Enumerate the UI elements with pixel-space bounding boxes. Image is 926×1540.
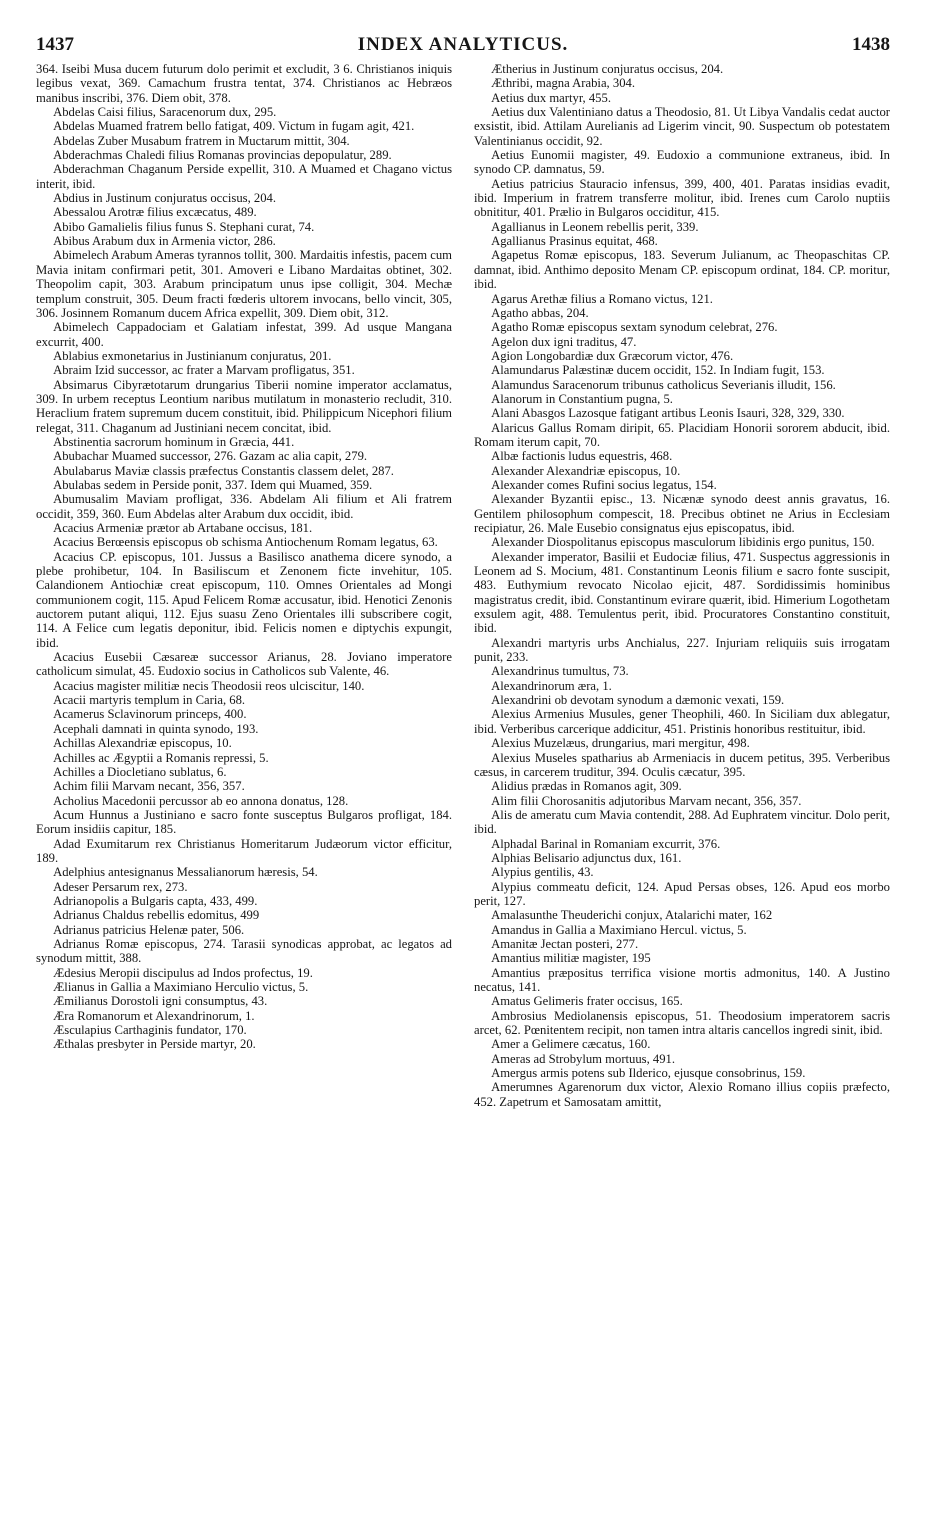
index-entry: Alexandrini ob devotam synodum a dæmonic vexati, 159.: [491, 693, 785, 708]
index-entry: Agallianus Prasinus equitat, 468.: [491, 234, 658, 249]
index-entry: Alexius Muzelæus, drungarius, mari mergitur, 498.: [491, 736, 750, 751]
index-entry: Abderachmas Chaledi filius Romanas provincias depopulatur, 289.: [53, 148, 392, 163]
index-entry: Alexius Museles spatharius ab Armeniacis in ducem petitus, 395. Verberibus cæsus, in carcerem truditur, 394. Oculis cæcatur, 395.: [474, 750, 890, 779]
index-entry: Abstinentia sacrorum hominum in Græcia, 441.: [53, 434, 295, 449]
index-entry: Abimelech Arabum Ameras tyrannos tollit, 300. Mardaitis infestis, pacem cum Mavia initam confirmari petit, 301. Amoveri e Libano Mardaitas obtinet, 302. Theopolim capit, 303. Arabum principatum unus ipse colligit, 304. Mechæ templum construit, 305. Deum fracti fœderis ultorem invocans, bello vincit, 305, 306. Josinnem Romanum ducem Africa expellit, 309. Diem obit, 312.: [36, 248, 452, 320]
index-entry: Agelon dux igni traditus, 47.: [491, 334, 637, 349]
index-entry: Abdelas Muamed fratrem bello fatigat, 409. Victum in fugam agit, 421.: [53, 119, 415, 134]
index-entry: Adrianopolis a Bulgaris capta, 433, 499.: [53, 893, 258, 908]
index-entry: Amerumnes Agarenorum dux victor, Alexio Romano illius copiis præfecto, 452. Zapetrum et Samosatam amittit,: [474, 1080, 890, 1109]
index-entry: Acum Hunnus a Justiniano e sacro fonte susceptus Bulgaros profligat, 184. Eorum insidiis capitur, 185.: [36, 807, 452, 837]
index-entry: Adrianus Romæ episcopus, 274. Tarasii synodicas approbat, ac legatos ad synodum mittit, 388.: [36, 936, 452, 966]
index-entry: Amalasunthe Theuderichi conjux, Atalarichi mater, 162: [491, 908, 773, 923]
index-entry: Abimelech Cappadociam et Galatiam infestat, 399. Ad usque Mangana excurrit, 400.: [36, 320, 452, 349]
index-entry: Alphadal Barinal in Romaniam excurrit, 376.: [491, 836, 721, 851]
index-entry: Amantius præpositus terrifica visione mortis admonitus, 140. A Justino necatus, 141.: [474, 965, 890, 994]
index-entry: Abessalou Arotræ filius excæcatus, 489.: [53, 205, 257, 220]
index-entry: Achilles ac Ægyptii a Romanis repressi, 5.: [53, 750, 269, 765]
index-entry: Amatus Gelimeris frater occisus, 165.: [491, 994, 683, 1009]
index-entry: Ætherius in Justinum conjuratus occisus, 204.: [491, 62, 724, 76]
index-entry: Alani Abasgos Lazosque fatigant artibus Leonis Isauri, 328, 329, 330.: [491, 406, 845, 421]
index-entry: Adad Exumitarum rex Christianus Homeritarum Judæorum victor efficitur, 189.: [36, 836, 452, 865]
index-entry: Acacii martyris templum in Caria, 68.: [53, 693, 246, 708]
index-entry: Aetius patricius Stauracio infensus, 399, 400, 401. Paratas insidias evadit, ibid. Imperium in fratrem transferre molitur, ibid. Irenes cum Carolo nuptiis obnititur, 401. Prælio in Bulgaros occiditur, 415.: [474, 176, 890, 220]
index-entry: Achillas Alexandriæ episcopus, 10.: [53, 736, 232, 751]
index-entry: Alis de ameratu cum Mavia contendit, 288. Ad Euphratem vincitur. Dolo perit, ibid.: [474, 807, 890, 837]
index-entry: Abulabas sedem in Perside ponit, 337. Idem qui Muamed, 359.: [53, 477, 373, 492]
index-entry: Achilles a Diocletiano sublatus, 6.: [53, 764, 227, 779]
index-entry: Adeser Persarum rex, 273.: [53, 879, 188, 894]
index-entry: Agapetus Romæ episcopus, 183. Severum Julianum, ac Theopaschitas CP. damnat, ibid. Anthimo deposito Menam CP. episcopum ordinat, 184. CP. moritur, ibid.: [474, 248, 890, 292]
index-entry: Amergus armis potens sub Ilderico, ejusque consobrinus, 159.: [491, 1066, 806, 1081]
index-entry: Acholius Macedonii percussor ab eo annona donatus, 128.: [53, 793, 349, 808]
index-entry: Abubachar Muamed successor, 276. Gazam ac alia capit, 279.: [53, 449, 368, 464]
index-entry: Ameras ad Strobylum mortuus, 491.: [491, 1051, 676, 1066]
index-entry: Amanitæ Jectan posteri, 277.: [491, 936, 639, 951]
index-entry: Æmilianus Dorostoli igni consumptus, 43.: [53, 994, 268, 1009]
index-entry: Alexandri martyris urbs Anchialus, 227. Injuriam reliquiis suis irrogatam punit, 233.: [474, 635, 890, 665]
index-entry: Acacius magister militiæ necis Theodosii reos ulciscitur, 140.: [53, 678, 365, 693]
index-entry: Agarus Arethæ filius a Romano victus, 121.: [491, 291, 713, 306]
index-entry: Alexander Byzantii episc., 13. Nicænæ synodo deest annis gravatus, 16. Gentilem philosophum compescit, 18. Precibus obtinet ne Arius in Ecclesiam recipiatur, 26. Male Eusebio consignatus ejus episcopatus, ibid.: [474, 492, 890, 535]
index-entry: Amantius militiæ magister, 195: [491, 951, 651, 966]
index-entry: Achim filii Marvam necant, 356, 357.: [53, 779, 245, 794]
index-entry: Ælianus in Gallia a Maximiano Herculio victus, 5.: [53, 980, 309, 994]
index-entry: Acephali damnati in quinta synodo, 193.: [53, 721, 259, 736]
index-entry: Abibo Gamalielis filius funus S. Stephani curat, 74.: [53, 219, 315, 234]
index-entry: Alypius commeatu deficit, 124. Apud Persas obses, 126. Apud eos morbo perit, 127.: [474, 879, 890, 908]
index-entry: Agatho Romæ episcopus sextam synodum celebrat, 276.: [491, 320, 778, 335]
index-entry: Æthalas presbyter in Perside martyr, 20.: [53, 1037, 256, 1052]
index-entry: Alaricus Gallus Romam diripit, 65. Placidiam Honorii sororem abducit, ibid. Romam iterum capit, 70.: [474, 420, 890, 449]
index-entry: Abraim Izid successor, ac frater a Marvam profligatus, 351.: [53, 363, 355, 378]
index-entry: Alphias Belisario adjunctus dux, 161.: [491, 850, 682, 865]
index-entry: Alanorum in Constantium pugna, 5.: [491, 391, 673, 406]
index-entry: Albæ factionis ludus equestris, 468.: [491, 449, 673, 464]
index-entry: Adrianus patricius Helenæ pater, 506.: [53, 922, 245, 937]
index-entry: Amer a Gelimere cæcatus, 160.: [491, 1037, 651, 1052]
index-entry: Alexander imperator, Basilii et Eudociæ filius, 471. Suspectus aggressionis in Leonem ad S. Mocium, 481. Constantinum Leonis filium e sacro fonte suscipit, 483. Euthymium revocato Nicolao ejicit, 487. Sordidissimis hominibus magistratus credit, ibid. Constantinum evirare quærit, ibid. Himerium Logothetam exsulem agit, 488. Temulentus perit, ibid. Procuratores Constantino constituit, ibid.: [474, 549, 890, 636]
index-entry: Acacius Eusebii Cæsareæ successor Arianus, 28. Joviano imperatore catholicum simulat, 45. Eudoxio socius in Catholicos sub Valente, 46.: [36, 650, 452, 679]
index-entry: Abdius in Justinum conjuratus occisus, 204.: [53, 191, 277, 206]
index-entry: Agion Longobardiæ dux Græcorum victor, 476.: [491, 348, 734, 363]
index-entry: Abdelas Caisi filius, Saracenorum dux, 295.: [53, 105, 277, 120]
index-entry: Ædesius Meropii discipulus ad Indos profectus, 19.: [53, 965, 313, 980]
index-entry: Absimarus Cibyrætotarum drungarius Tiberii nomine imperator acclamatus, 309. In urbem receptus Leontium naribus mutilatum in monasterio recludit, 310. Heraclium fratem supremum ducem constituit, ibid. Philippicum Nicephori filium relegat, 311. Chaganum ad Justiniani necem concitat, ibid.: [36, 377, 452, 435]
index-entry: Alexander comes Rufini socius legatus, 154.: [491, 477, 717, 492]
index-entry: Abibus Arabum dux in Armenia victor, 286.: [53, 234, 276, 249]
index-entry: Alim filii Chorosanitis adjutoribus Marvam necant, 356, 357.: [491, 793, 802, 808]
right-column: [474, 62, 890, 1109]
index-entry: Abumusalim Maviam profligat, 336. Abdelam Ali filium et Ali fratrem occidit, 359, 360. Eum Abdelas alter Arabum dux occidit, ibid.: [36, 492, 452, 521]
index-entry: Aetius Eunomii magister, 49. Eudoxio a communione extraneus, ibid. In synodo CP. damnatus, 59.: [474, 148, 890, 177]
index-entry: Æra Romanorum et Alexandrinorum, 1.: [53, 1008, 255, 1023]
index-entry: Aetius dux Valentiniano datus a Theodosio, 81. Ut Libya Vandalis cedat auctor exsistit, ibid. Attilam Aurelianis ad Ligerim vincit, 90. Suspectum ob potestatem Valentinianus occidit, 92.: [474, 105, 890, 148]
index-entry: Amandus in Gallia a Maximiano Hercul. victus, 5.: [491, 922, 747, 937]
index-entry: Alamundarus Palæstinæ ducem occidit, 152. In Indiam fugit, 153.: [491, 363, 825, 378]
running-title: INDEX ANALYTICUS.: [357, 34, 569, 55]
index-entry: Acamerus Sclavinorum princeps, 400.: [53, 707, 247, 722]
index-entry: Ambrosius Mediolanensis episcopus, 51. Theodosium imperatorem sacris arcet, 62. Pœnitentem recipit, non tamen intra altaris cancellos ingredi sinit, ibid.: [474, 1008, 890, 1038]
index-entry: 364. Iseibi Musa ducem futurum dolo perimit et excludit, 3 6. Christianos iniquis legibus vexat, 369. Camachum frustra tentat, 374. Christianos ac Hebræos manibus inscribi, 376. Diem obit, 378.: [36, 62, 452, 105]
index-entry: Aetius dux martyr, 455.: [491, 90, 611, 105]
left-page-number: 1437: [36, 34, 74, 55]
index-entry: Adrianus Chaldus rebellis edomitus, 499: [53, 908, 260, 923]
index-entry: Abulabarus Maviæ classis præfectus Constantis classem delet, 287.: [53, 463, 394, 478]
index-entry: Alexander Alexandriæ episcopus, 10.: [491, 463, 681, 478]
index-entry: Acacius Berœensis episcopus ob schisma Antiochenum Romam legatus, 63.: [53, 535, 438, 550]
left-column: [36, 62, 452, 1109]
right-page-number: 1438: [851, 34, 890, 55]
index-entry: Alidius prædas in Romanos agit, 309.: [491, 779, 682, 794]
index-entry: Æsculapius Carthaginis fundator, 170.: [53, 1023, 247, 1038]
index-entry: Adelphius antesignanus Messalianorum hæresis, 54.: [53, 865, 318, 880]
index-entry: Acacius CP. episcopus, 101. Jussus a Basilisco anathema dicere synodo, a plebe prohibetur, 104. In Basiliscum et Zenonem ficte invehitur, 105. Calandionem Antiochiæ creat episcopum, 110. Omnes Orientales ad Mongi communionem cogit, 115. Apud Felicem Romæ accusatur, ibid. Henotici Zenonis auctorem putant aliqui, 112. Ejus suasu Zeno Orientales illi subscribere cogit, 114. A Felice cum legatis deponitur, ibid. Felicis nomen e diptychis expungit, ibid.: [36, 549, 452, 650]
index-entry: Alypius gentilis, 43.: [491, 865, 594, 880]
index-entry: Agallianus in Leonem rebellis perit, 339.: [491, 219, 699, 234]
index-entry: Agatho abbas, 204.: [491, 305, 589, 320]
index-columns: [36, 62, 890, 1109]
index-entry: Abderachman Chaganum Perside expellit, 310. A Muamed et Chagano victus interit, ibid.: [36, 162, 452, 191]
index-entry: Abdelas Zuber Musabum fratrem in Muctarum mittit, 304.: [53, 133, 350, 148]
page-header: [36, 34, 890, 62]
index-entry: Alexandrinorum æra, 1.: [491, 678, 612, 693]
index-entry: Alexander Diospolitanus episcopus masculorum libidinis ergo punitus, 150.: [491, 535, 875, 550]
index-entry: Alexius Armenius Musules, gener Theophili, 460. In Siciliam dux ablegatur, ibid. Verberibus carcerique addicitur, 451. Pristinis honoribus restituitur, ibid.: [474, 707, 890, 736]
index-entry: Alexandrinus tumultus, 73.: [491, 664, 629, 679]
index-entry: Ablabius exmonetarius in Justinianum conjuratus, 201.: [53, 348, 332, 363]
index-entry: Æthribi, magna Arabia, 304.: [491, 76, 635, 91]
index-entry: Acacius Armeniæ prætor ab Artabane occisus, 181.: [53, 521, 313, 535]
index-entry: Alamundus Saracenorum tribunus catholicus Severianis illudit, 156.: [491, 377, 836, 392]
